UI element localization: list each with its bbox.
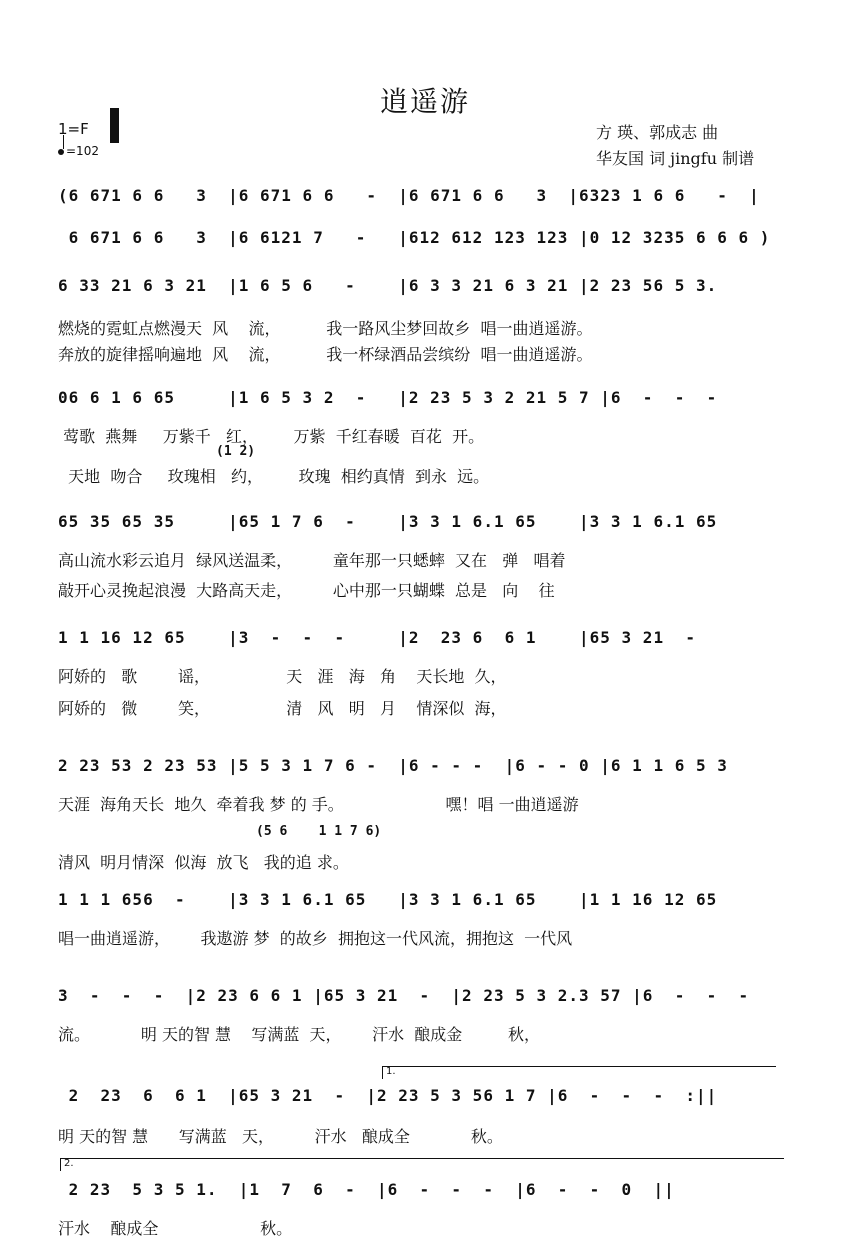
notation-line: 2 23 53 2 23 53 |5 5 3 1 7 6 - |6 - - - |6 - - 0 |6 1 1 6 5 3 xyxy=(58,756,782,775)
lyric-line: 明 天的智 慧 写满蓝 天， 汗水 酿成全 秋。 xyxy=(58,1127,503,1146)
tempo-mark xyxy=(58,144,99,158)
composer-credit: 方 瑛、郭成志 曲 xyxy=(596,123,719,142)
lyric-line: 汗水 酿成全 秋。 xyxy=(58,1219,293,1238)
notation-line: 6 33 21 6 3 21 |1 6 5 6 - |6 3 3 21 6 3 21 |2 23 56 5 3. xyxy=(58,276,771,295)
staff-row xyxy=(58,186,798,216)
staff-row xyxy=(58,1086,798,1116)
alternate-notes: (1 2) xyxy=(216,444,256,459)
lyric-line: 阿娇的 歌 谣， 天 涯 海 角 天长地 久， xyxy=(58,667,507,686)
notation-line: 3 - - - |2 23 6 6 1 |65 3 21 - |2 23 5 3 2.3 57 |6 - - - xyxy=(58,986,813,1005)
lyric-line: 天涯 海角天长 地久 牵着我 梦 的 手。 嘿！唱 一曲逍遥游 xyxy=(58,795,579,814)
staff-row xyxy=(58,512,798,542)
notation-line: 65 35 65 35 |65 1 7 6 - |3 3 1 6.1 65 |3 3 1 6.1 65 xyxy=(58,512,771,531)
volta-2: 2. xyxy=(60,1158,784,1171)
key-label: 1=F xyxy=(58,120,89,138)
notation-line: 06 6 1 6 65 |1 6 5 3 2 - |2 23 5 3 2 21 5 7 |6 - - - xyxy=(58,388,782,407)
staff-row xyxy=(58,986,813,1016)
notation-line: 1 1 16 12 65 |3 - - - |2 23 6 6 1 |65 3 21 - xyxy=(58,628,771,647)
notation-line: 2 23 6 6 1 |65 3 21 - |2 23 5 3 56 1 7 |6 - - - :|| xyxy=(58,1086,739,1105)
staff-row xyxy=(58,1180,798,1210)
time-signature xyxy=(110,114,118,140)
lyric-line: 奔放的旋律摇响遍地 风 流， 我一杯绿酒品尝缤纷 唱一曲逍遥游。 xyxy=(58,345,593,364)
lyric-line: 流。 明 天的智 慧 写满蓝 天， 汗水 酿成金 秋， xyxy=(58,1025,541,1044)
lyric-line: 清风 明月情深 似海 放飞 我的追 求。 xyxy=(58,853,349,872)
notation-line: 6 671 6 6 3 |6 6121 7 - |612 612 123 123 |0 12 3235 6 6 6 ) xyxy=(58,228,771,247)
lyricist-credit: 华友国 词 jingfu 制谱 xyxy=(596,149,755,168)
lyric-line: 敲开心灵挽起浪漫 大路高天走， 心中那一只蝴蝶 总是 向 往 xyxy=(58,581,555,600)
lyric-line: 天地 吻合 玫瑰相 约， 玫瑰 相约真情 到永 远。 xyxy=(58,467,490,486)
staff-row xyxy=(58,890,798,920)
notation-line: (6 671 6 6 3 |6 671 6 6 - |6 671 6 6 3 |6323 1 6 6 - | xyxy=(58,186,760,205)
notation-line: 2 23 5 3 5 1. |1 7 6 - |6 - - - |6 - - 0 || xyxy=(58,1180,718,1199)
song-title: 逍遥游 xyxy=(379,85,470,118)
staff-row xyxy=(58,628,798,658)
volta-1: 1. xyxy=(382,1066,776,1079)
staff-row xyxy=(58,388,798,418)
lyric-line: 高山流水彩云追月 绿风送温柔， 童年那一只蟋蟀 又在 弹 唱着 xyxy=(58,551,566,570)
staff-row xyxy=(58,756,798,786)
quarter-note-icon xyxy=(58,149,64,155)
staff-row xyxy=(58,276,798,306)
alternate-notes: (5 6 1 1 7 6) xyxy=(256,824,382,839)
lyric-line: 燃烧的霓虹点燃漫天 风 流， 我一路风尘梦回故乡 唱一曲逍遥游。 xyxy=(58,319,593,338)
lyric-line: 莺歌 燕舞 万紫千 红， 万紫 千红春暖 百花 开。 xyxy=(58,427,485,446)
lyric-line: 阿娇的 微 笑， 清 风 明 月 情深似 海， xyxy=(58,699,507,718)
staff-row xyxy=(58,228,798,258)
notation-line: 1 1 1 656 - |3 3 1 6.1 65 |3 3 1 6.1 65 |1 1 16 12 65 xyxy=(58,890,771,909)
tempo-value: =102 xyxy=(66,144,99,158)
lyric-line: 唱一曲逍遥游， 我遨游 梦 的故乡 拥抱这一代风流，拥抱这 一代风 xyxy=(58,929,573,948)
